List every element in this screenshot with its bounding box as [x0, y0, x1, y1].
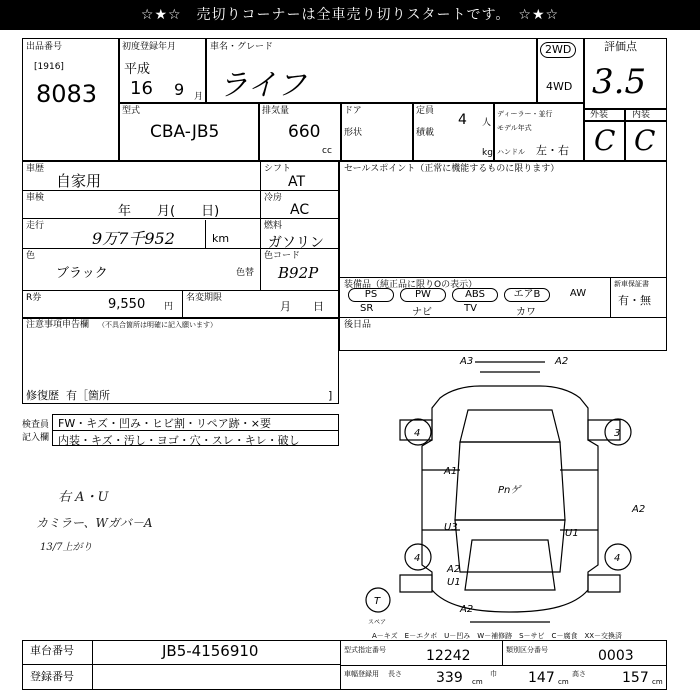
check-row-2: 内装・キズ・汚し・ヨゴ・穴・スレ・キレ・破し	[58, 434, 300, 447]
interior-label: 内装	[632, 110, 651, 120]
capacity-label: 定員	[416, 106, 435, 116]
after-market-label: 後日品	[344, 320, 372, 330]
repair-close: ]	[328, 389, 333, 402]
name-change-label: 名変期限	[186, 293, 223, 303]
name-change-value: 月 日	[280, 300, 324, 313]
damage-mark-a2-rear: A2	[460, 604, 474, 615]
tire-rear-left: 4	[414, 553, 421, 564]
reg-label: 登録番号	[30, 670, 74, 683]
car-name-label: 車名・グレード	[210, 42, 274, 52]
check-label-1: 検査員	[22, 420, 50, 430]
damage-mark-pnge: Pnゲ	[498, 485, 521, 496]
exterior-grade: C	[594, 124, 616, 157]
shift-label: シフト	[264, 164, 292, 174]
height-unit: cm	[652, 678, 663, 686]
equipment-item-row2-2: TV	[464, 303, 477, 314]
equipment-item-3: エアB	[504, 288, 550, 302]
lot-number: 8083	[36, 80, 98, 108]
mileage-label: 走行	[26, 221, 45, 231]
displacement-unit: cc	[322, 146, 332, 156]
handle-label: ハンドル	[497, 148, 525, 156]
handle-value: 左・右	[536, 144, 569, 157]
usage-label: 車歴	[26, 164, 45, 174]
tire-front-right: 3	[614, 428, 621, 439]
registration-month-unit: 月	[194, 92, 204, 102]
load-unit: kg	[482, 148, 493, 158]
load-label: 積載	[416, 128, 435, 138]
designation-label: 型式指定番号	[344, 646, 386, 654]
tax-unit: 円	[164, 302, 174, 312]
repair-label: 修復歴	[26, 389, 59, 402]
check-label-2: 記入欄	[22, 433, 50, 443]
length-unit: cm	[472, 678, 483, 686]
equipment-item-row2-3: カワ	[516, 307, 536, 318]
aircon-label: 冷房	[264, 193, 283, 203]
inspection-label: 車検	[26, 193, 45, 203]
fuel-label: 燃料	[264, 221, 283, 231]
width-unit: cm	[558, 678, 569, 686]
mileage-value: 9万7千952	[92, 229, 175, 248]
equipment-item-row2-0: SR	[360, 303, 374, 314]
registration-label: 初度登録年月	[122, 42, 177, 52]
header-banner: ☆★☆ 売切りコーナーは全車売り切りスタートです。 ☆★☆	[0, 0, 700, 30]
handwritten-line-1: 右 A・U	[58, 490, 109, 505]
equipment-item-0: PS	[348, 288, 394, 302]
drive-4wd: 4WD	[546, 80, 573, 93]
sales-point-label: セールスポイント（正常に機能するものに限ります）	[344, 164, 560, 174]
color-label: 色	[26, 251, 36, 261]
interior-grade: C	[634, 124, 656, 157]
lot-code: [1916]	[34, 62, 64, 72]
lot-label: 出品番号	[26, 42, 63, 52]
sales-equipment-box	[339, 161, 667, 351]
length-label: 長さ	[388, 670, 402, 678]
equipment-item-1: PW	[400, 288, 446, 302]
dealer-label: ディーラー・並行	[497, 110, 553, 118]
score-value: 3.5	[592, 62, 647, 102]
displacement-value: 660	[288, 122, 321, 142]
car-name: ライフ	[218, 68, 307, 103]
colorcode-label: 色コード	[264, 251, 301, 261]
usage-value: 自家用	[56, 172, 102, 190]
class-label: 類別区分番号	[506, 646, 548, 654]
damage-mark-a2-rear-left: A2	[447, 564, 461, 575]
doors-label: ドア	[344, 106, 362, 116]
fuel-value: ガソリン	[268, 235, 324, 251]
exterior-label: 外装	[590, 110, 609, 120]
equipment-item-2: ABS	[452, 288, 498, 302]
class-value: 0003	[598, 648, 634, 664]
damage-mark-a2-front: A2	[555, 356, 569, 367]
capacity-unit: 人	[482, 118, 492, 128]
color-change-label: 色替	[236, 268, 255, 278]
model-label: 型式	[122, 106, 141, 116]
dimensions-label: 車幅登録用	[344, 670, 379, 678]
check-row-1: FW・キズ・凹み・ヒビ割・リペア跡・×要	[58, 417, 271, 430]
spare-tire: T	[374, 596, 381, 607]
tax-label: R券	[26, 293, 42, 303]
drive-2wd: 2WD	[540, 42, 576, 58]
damage-mark-a3: A3	[460, 356, 474, 367]
model-year-label: モデル年式	[497, 124, 532, 132]
registration-era: 平成	[124, 62, 151, 77]
equipment-label: 装備品（純正品に限りOの表示）	[344, 280, 478, 290]
damage-mark-u1-rear: U1	[447, 577, 461, 588]
score-label: 評価点	[604, 40, 637, 53]
aircon-value: AC	[290, 202, 310, 218]
damage-mark-u3: U3	[444, 522, 458, 533]
shape-label: 形状	[344, 128, 363, 138]
registration-month: 9	[174, 80, 185, 99]
car-damage-diagram	[360, 350, 660, 630]
registration-year: 16	[130, 78, 153, 99]
inspection-value: 年 月( 日)	[118, 204, 220, 219]
spare-label: スペア	[368, 619, 387, 626]
handwritten-line-2: カミラー、Wガバ－A	[36, 516, 153, 530]
height-value: 157	[622, 670, 649, 686]
damage-mark-u1: U1	[565, 528, 579, 539]
designation-value: 12242	[426, 648, 471, 664]
warranty-label: 新車保証書	[614, 280, 649, 288]
equipment-item-4: AW	[569, 288, 587, 299]
mileage-unit: km	[212, 232, 230, 245]
repair-value: 有［箇所	[66, 389, 110, 402]
notes-sub: （不具合箇所は明確に記入願います）	[98, 321, 217, 329]
model-value: CBA-JB5	[150, 122, 220, 142]
equipment-item-row2-1: ナビ	[412, 307, 432, 318]
height-label: 高さ	[572, 670, 586, 678]
legend: A－キズ E－エクボ U－凹み W－補修跡 S－サビ C－腐食 XX－交換済	[372, 632, 623, 640]
notes-label: 注意事項申告欄	[26, 320, 90, 330]
color-value: ブラック	[56, 266, 108, 281]
handwritten-line-3: 13/7上がり	[40, 542, 93, 553]
colorcode-value: B92P	[278, 264, 319, 282]
width-value: 147	[528, 670, 555, 686]
damage-mark-a2-right: A2	[632, 504, 646, 515]
vin-label: 車台番号	[30, 644, 74, 657]
length-value: 339	[436, 670, 463, 686]
width-label: 巾	[490, 670, 497, 678]
damage-mark-a1: A1	[444, 466, 458, 477]
tax-value: 9,550	[108, 297, 146, 312]
tire-front-left: 4	[414, 428, 421, 439]
warranty-value: 有・無	[618, 294, 651, 307]
tire-rear-right: 4	[614, 553, 621, 564]
capacity-value: 4	[458, 112, 467, 128]
vin-value: JB5-4156910	[162, 642, 259, 660]
shift-value: AT	[288, 174, 306, 190]
displacement-label: 排気量	[262, 106, 290, 116]
